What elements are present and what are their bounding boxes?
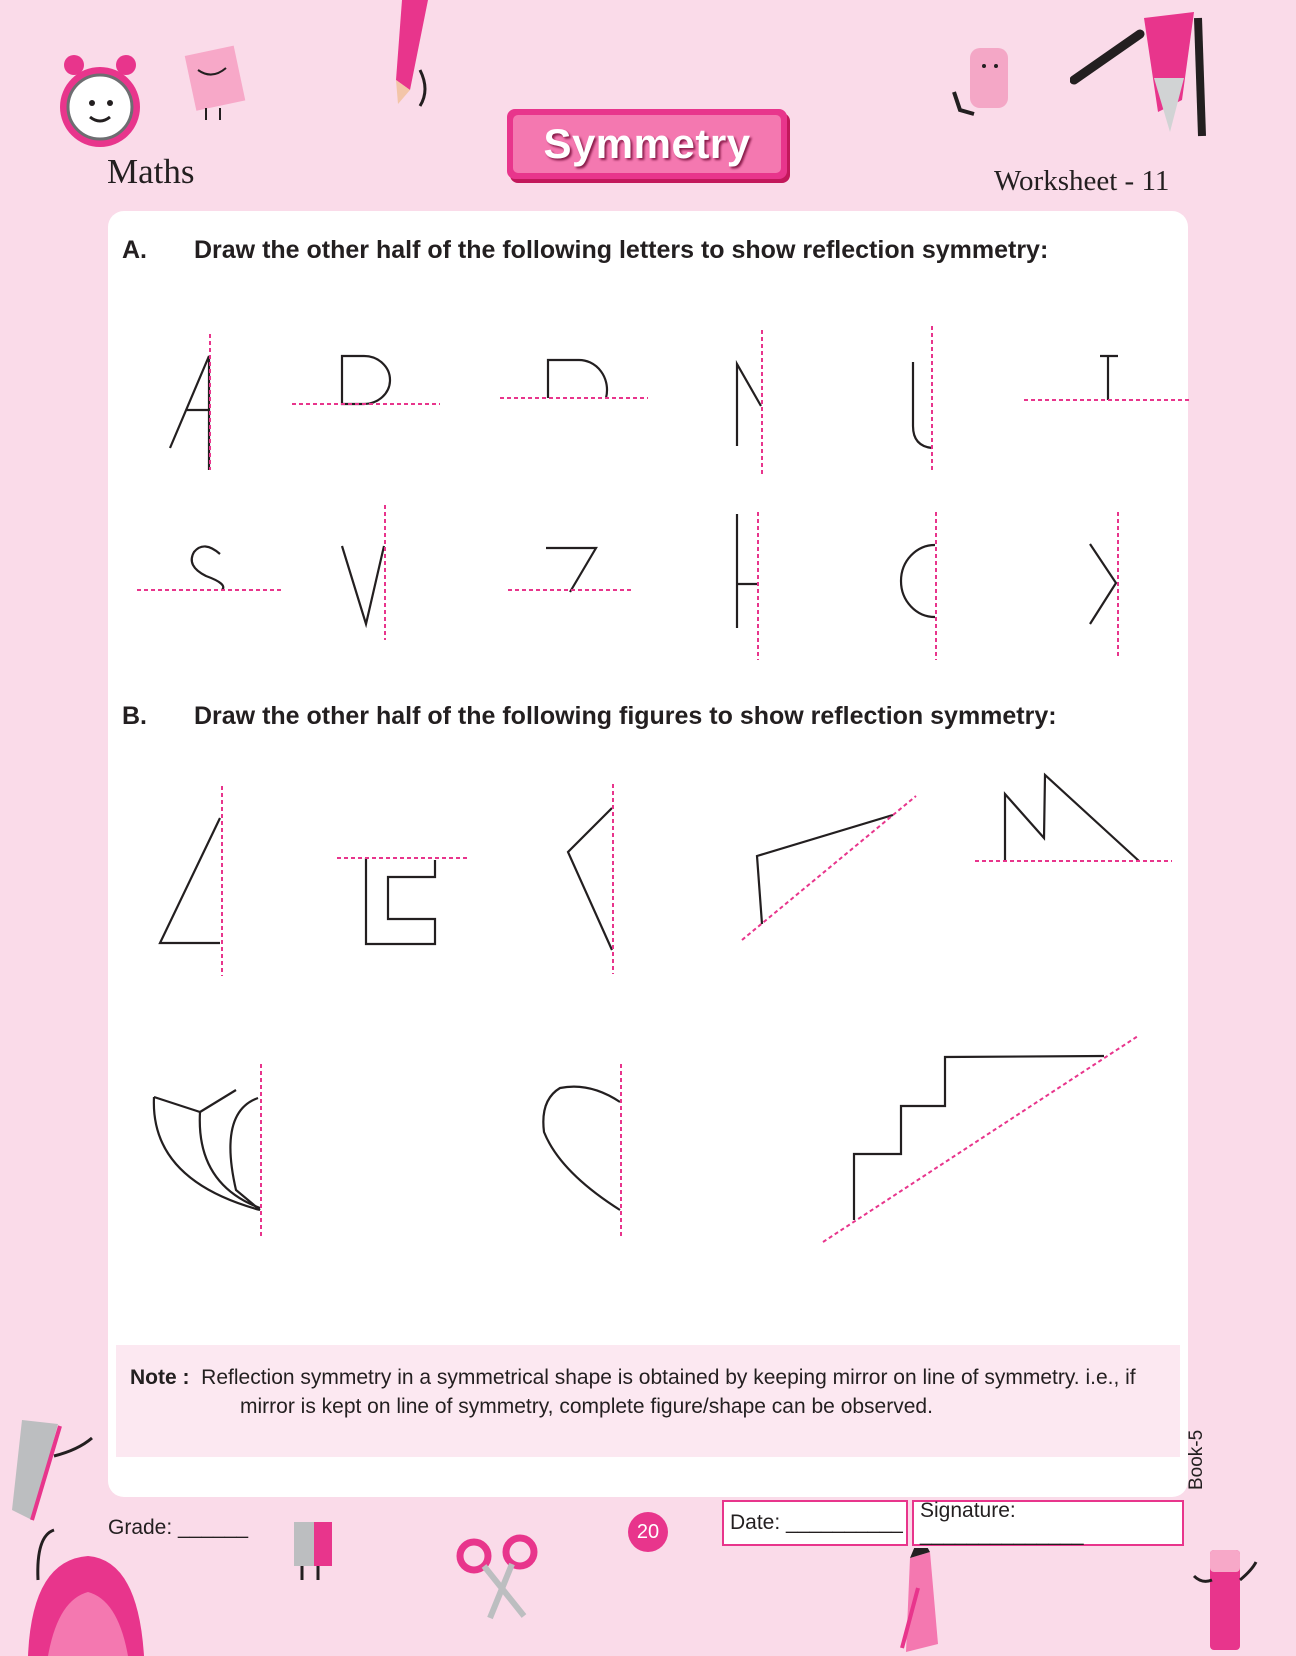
lines-of-symmetry: [137, 326, 1190, 1242]
pencil-character-icon-bottom: [880, 1548, 960, 1656]
note-line-1: [130, 1366, 1170, 1390]
letter-c-half: [901, 545, 935, 617]
heart-half: [543, 1087, 620, 1210]
kite-half: [568, 808, 612, 950]
page-number: 20: [628, 1512, 668, 1552]
letter-n-half: [737, 364, 761, 446]
sharpener-character-icon: [284, 1518, 344, 1584]
letter-k-half: [1090, 544, 1116, 624]
book-label: Book-5: [1186, 1429, 1207, 1490]
letter-h-half: [737, 514, 758, 628]
note-label: Note :: [130, 1366, 190, 1389]
petals-half: [154, 1090, 260, 1210]
letter-d-half: [342, 356, 390, 404]
subject-label: Maths: [107, 152, 195, 191]
letter-i-half: [1100, 356, 1118, 400]
section-b-letter: B.: [122, 702, 147, 730]
worksheet-label: Worksheet - 11: [994, 165, 1170, 197]
letter-d-top-half: [548, 360, 607, 398]
section-a-letter: A.: [122, 236, 147, 264]
pen-character-icon: [1190, 1540, 1270, 1656]
letter-z-half: [546, 548, 596, 592]
note-text-2: mirror is kept on line of symmetry, complete figure/shape can be observed.: [240, 1395, 933, 1418]
letter-a-half: [170, 356, 209, 470]
ruler-character-icon: [8, 1410, 98, 1530]
section-a-instruction: Draw the other half of the following letters to show reflection symmetry:: [194, 236, 1049, 264]
letter-v-half: [342, 546, 384, 624]
grade-field[interactable]: Grade: ______: [108, 1516, 249, 1539]
scissors-icon: [452, 1534, 542, 1624]
note-text-1: Reflection symmetry in a symmetrical shape is obtained by keeping mirror on line of symmetry. i.e., if: [201, 1366, 1136, 1389]
zigzag-shape-half: [1005, 775, 1139, 861]
section-b-instruction: Draw the other half of the following figures to show reflection symmetry:: [194, 702, 1057, 730]
page-title: Symmetry: [543, 120, 751, 167]
date-field[interactable]: Date: __________: [722, 1500, 908, 1546]
staircase-half: [854, 1056, 1104, 1220]
bracket-shape-half: [366, 858, 435, 944]
letter-u-half: [913, 362, 932, 448]
signature-field[interactable]: Signature: ______________: [912, 1500, 1184, 1546]
school-bag-icon: [18, 1520, 158, 1656]
triangle-half: [160, 818, 220, 943]
letter-s-half: [192, 546, 224, 590]
